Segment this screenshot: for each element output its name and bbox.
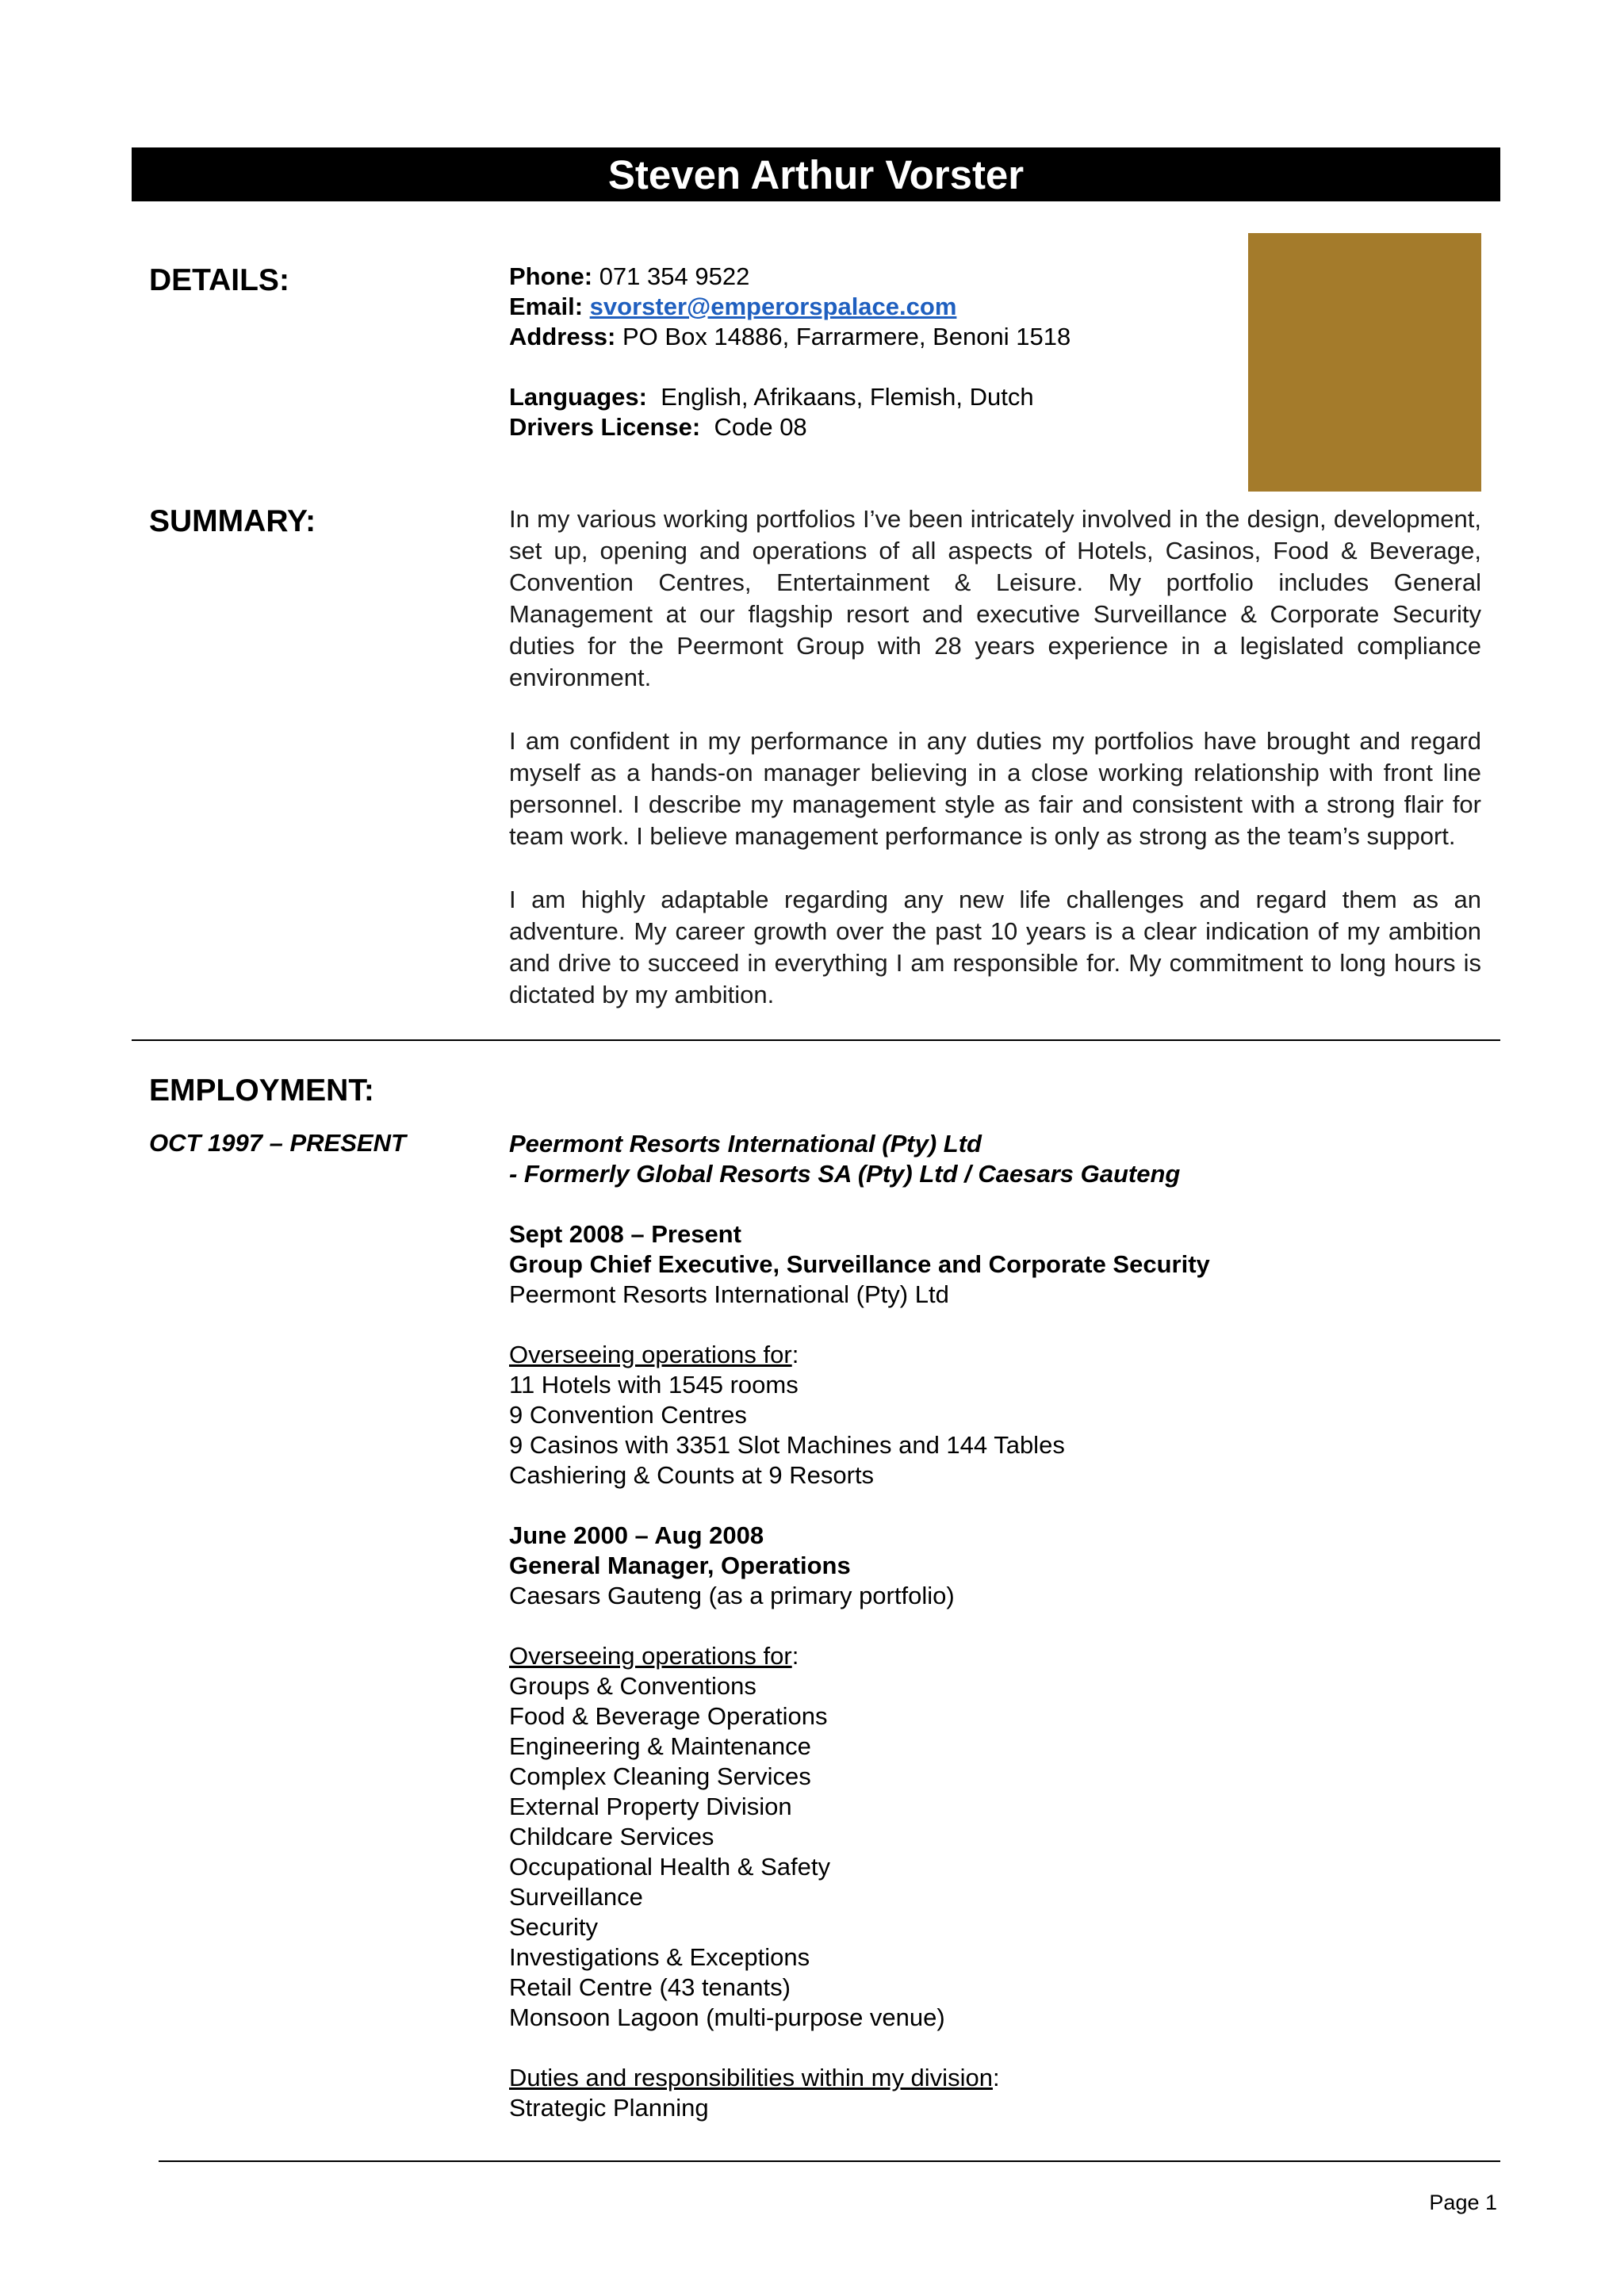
profile-photo-placeholder xyxy=(1248,233,1481,492)
employment-heading: EMPLOYMENT: xyxy=(149,1073,374,1108)
summary-paragraph: I am confident in my performance in any duties my portfolios have brought and regard myself as a hands-on manager believing in a close working relationship with front line personnel. I describe my management style as fair and consistent with a strong flair for team work. I believe management performance is only as strong as the team’s support. xyxy=(509,727,1481,850)
name-banner xyxy=(132,147,1500,201)
role1-org: Peermont Resorts International (Pty) Ltd xyxy=(509,1280,949,1308)
list-item: Engineering & Maintenance xyxy=(509,1732,811,1760)
address-line xyxy=(509,322,1071,352)
languages-line xyxy=(509,382,1071,412)
list-item: Security xyxy=(509,1913,598,1941)
duties-label: Duties and responsibilities within my division xyxy=(509,2064,993,2091)
email-link[interactable]: svorster@emperorspalace.com xyxy=(589,293,957,320)
license-line xyxy=(509,412,1071,442)
languages-value: English, Afrikaans, Flemish, Dutch xyxy=(661,383,1034,411)
summary-paragraph: In my various working portfolios I’ve been intricately involved in the design, development, set up, opening and operations of all aspects of Hotels, Casinos, Food & Beverage, Convention Centres, Entertainment & Leisure. My portfolio includes General Management at our flagship resort and executive Surveillance & Corporate Security duties for the Peermont Group with 28 years experience in a legislated compliance environment. xyxy=(509,505,1481,691)
list-item: Food & Beverage Operations xyxy=(509,1702,828,1730)
role1-dates: Sept 2008 – Present xyxy=(509,1220,741,1248)
languages-label: Languages: xyxy=(509,383,647,411)
role2-org: Caesars Gauteng (as a primary portfolio) xyxy=(509,1582,955,1609)
list-item: Monsoon Lagoon (multi-purpose venue) xyxy=(509,2003,945,2031)
footer-divider xyxy=(159,2160,1500,2162)
phone-value: 071 354 9522 xyxy=(599,262,750,290)
list-item: Complex Cleaning Services xyxy=(509,1762,811,1790)
page-number: Page 1 xyxy=(1429,2191,1497,2214)
address-label: Address: xyxy=(509,323,616,350)
company-name: Peermont Resorts International (Pty) Ltd xyxy=(509,1130,982,1158)
list-item: Investigations & Exceptions xyxy=(509,1943,810,1971)
section-divider xyxy=(132,1039,1500,1041)
role1-overseeing-label: Overseeing operations for xyxy=(509,1341,792,1368)
details-heading: DETAILS: xyxy=(149,263,289,297)
details-block xyxy=(509,262,1071,442)
candidate-name: Steven Arthur Vorster xyxy=(607,151,1025,197)
role2-overseeing-heading: Overseeing operations for: xyxy=(509,1642,799,1670)
list-item: 11 Hotels with 1545 rooms xyxy=(509,1371,799,1399)
phone-line xyxy=(509,262,1071,292)
role2-title: General Manager, Operations xyxy=(509,1552,851,1579)
company-formerly: - Formerly Global Resorts SA (Pty) Ltd / Caesars Gauteng xyxy=(509,1160,1181,1188)
list-item: 9 Convention Centres xyxy=(509,1401,747,1429)
phone-label: Phone: xyxy=(509,262,593,290)
role2-dates: June 2000 – Aug 2008 xyxy=(509,1521,764,1549)
list-item: 9 Casinos with 3351 Slot Machines and 144 Tables xyxy=(509,1431,1065,1459)
list-item: Groups & Conventions xyxy=(509,1672,756,1700)
duties-heading: Duties and responsibilities within my division: xyxy=(509,2064,1000,2091)
summary-paragraph: I am highly adaptable regarding any new life challenges and regard them as an adventure. My career growth over the past 10 years is a clear indication of my ambition and drive to succeed in everything I am responsible for. My commitment to long hours is dictated by my ambition. xyxy=(509,886,1481,1008)
list-item: Strategic Planning xyxy=(509,2094,709,2122)
address-value: PO Box 14886, Farrarmere, Benoni 1518 xyxy=(622,323,1071,350)
employment-block xyxy=(509,1129,1210,2123)
email-line xyxy=(509,292,1071,322)
role1-overseeing-heading: Overseeing operations for: xyxy=(509,1341,799,1368)
license-value: Code 08 xyxy=(714,413,807,441)
list-item: Surveillance xyxy=(509,1883,643,1911)
summary-block xyxy=(509,503,1481,1043)
employment-period: OCT 1997 – PRESENT xyxy=(149,1129,406,1157)
list-item: External Property Division xyxy=(509,1793,792,1820)
license-label: Drivers License: xyxy=(509,413,701,441)
role1-title: Group Chief Executive, Surveillance and Corporate Security xyxy=(509,1250,1210,1278)
role2-overseeing-label: Overseeing operations for xyxy=(509,1642,792,1670)
list-item: Occupational Health & Safety xyxy=(509,1853,830,1881)
list-item: Retail Centre (43 tenants) xyxy=(509,1973,791,2001)
list-item: Childcare Services xyxy=(509,1823,714,1850)
summary-heading: SUMMARY: xyxy=(149,504,316,538)
list-item: Cashiering & Counts at 9 Resorts xyxy=(509,1461,875,1489)
email-label: Email: xyxy=(509,293,584,320)
